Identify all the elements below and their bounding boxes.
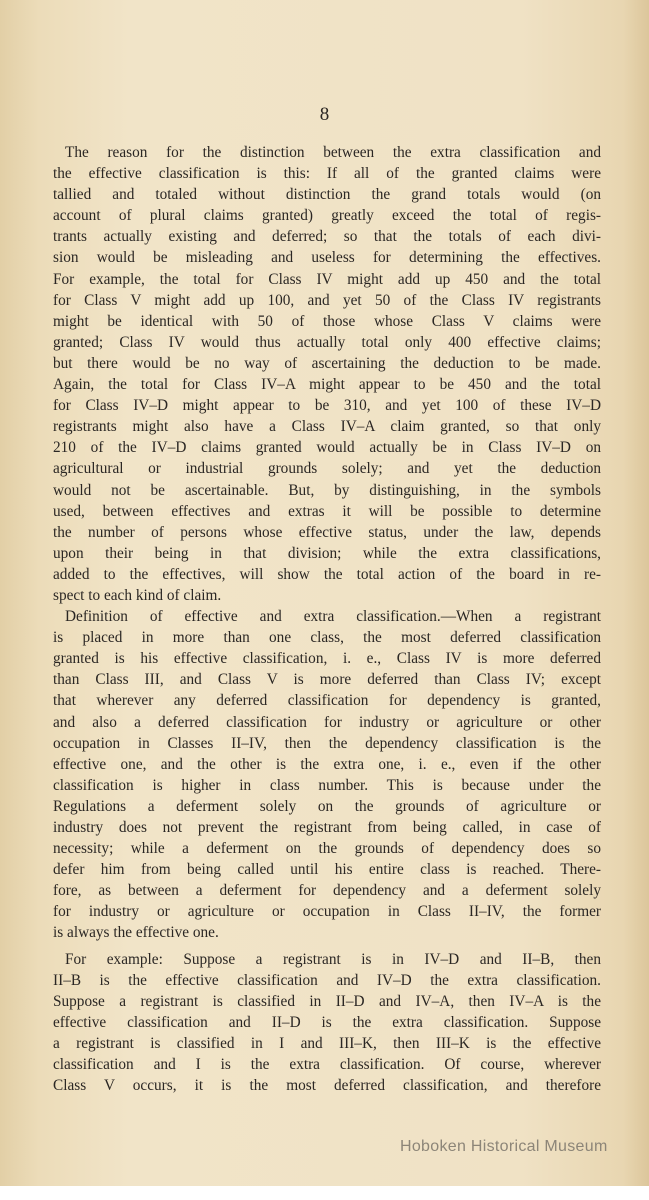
museum-watermark: Hoboken Historical Museum	[400, 1138, 608, 1155]
text-line: than Class III, and Class V is more deferred than Class IV; except	[53, 671, 601, 689]
text-line: II–B is the effective classification and IV–D the extra classification.	[53, 971, 601, 989]
text-line: granted; Class IV would thus actually total only 400 effective claims;	[53, 333, 601, 351]
text-line: Definition of effective and extra classification.—When a registrant	[65, 608, 601, 626]
text-line: classification and I is the extra classification. Of course, wherever	[53, 1056, 601, 1074]
text-line: fore, as between a deferment for dependency and a deferment solely	[53, 882, 601, 900]
text-line: necessity; while a deferment on the grounds of dependency does so	[53, 840, 601, 858]
paragraph-reason	[53, 142, 601, 606]
text-line: the effective classification is this: If all of the granted claims were	[53, 165, 601, 183]
text-line: The reason for the distinction between the extra classification and	[65, 144, 601, 161]
text-line: sion would be misleading and useless for determining the effectives.	[53, 249, 601, 267]
text-line: For example, the total for Class IV might add up 450 and the total	[53, 270, 601, 288]
text-line: classification is higher in class number. This is because under the	[53, 776, 601, 794]
text-line: effective classification and II–D is the extra classification. Suppose	[53, 1013, 601, 1031]
text-line: upon their being in that division; while the extra classifications,	[53, 544, 601, 562]
text-line: a registrant is classified in I and III–K, then III–K is the effective	[53, 1034, 601, 1052]
text-line: 210 of the IV–D claims granted would actually be in Class IV–D on	[53, 439, 601, 457]
text-line: effective one, and the other is the extra one, i. e., even if the other	[53, 755, 601, 773]
text-line: the number of persons whose effective status, under the law, depends	[53, 523, 601, 541]
text-line: trants actually existing and deferred; so that the totals of each divi-	[53, 228, 601, 246]
text-line: for industry or agriculture or occupation in Class II–IV, the former	[53, 903, 601, 921]
text-line: spect to each kind of claim.	[53, 586, 222, 604]
text-line: that wherever any deferred classification for dependency is granted,	[53, 692, 601, 710]
text-line: occupation in Classes II–IV, then the dependency classification is the	[53, 734, 601, 752]
text-line: tallied and totaled without distinction the grand totals would (on	[53, 186, 601, 204]
text-line: defer him from being called until his entire class is reached. There-	[53, 861, 601, 879]
text-line: industry does not prevent the registrant from being called, in case of	[53, 819, 601, 836]
paragraph-definition	[53, 606, 601, 944]
text-line: Suppose a registrant is classified in II–D and IV–A, then IV–A is the	[53, 992, 601, 1010]
text-line: but there would be no way of ascertaining the deduction to be made.	[53, 354, 601, 372]
text-line: might be identical with 50 of those whose Class V claims were	[53, 312, 601, 330]
text-line: added to the effectives, will show the total action of the board in re-	[53, 565, 601, 583]
paragraph-example	[53, 949, 601, 1097]
scan-border	[0, 1186, 649, 1200]
text-line: for Class V might add up 100, and yet 50 of the Class IV registrants	[53, 291, 601, 309]
text-line: and also a deferred classification for industry or agriculture or other	[53, 713, 601, 731]
text-line: Class V occurs, it is the most deferred classification, and therefore	[53, 1077, 601, 1095]
text-line: would not be ascertainable. But, by distinguishing, in the symbols	[53, 481, 601, 499]
text-line: is placed in more than one class, the most deferred classification	[53, 629, 601, 647]
text-line: for Class IV–D might appear to be 310, and yet 100 of these IV–D	[53, 397, 601, 415]
text-line: is always the effective one.	[53, 924, 219, 942]
text-line: registrants might also have a Class IV–A claim granted, so that only	[53, 418, 601, 436]
text-line: For example: Suppose a registrant is in IV–D and II–B, then	[65, 950, 601, 968]
text-line: granted is his effective classification, i. e., Class IV is more deferred	[53, 650, 601, 668]
text-line: agricultural or industrial grounds solely; and yet the deduction	[53, 460, 601, 478]
text-line: used, between effectives and extras it will be possible to determine	[53, 502, 601, 520]
text-line: Regulations a deferment solely on the grounds of agriculture or	[53, 797, 601, 815]
body-text	[53, 142, 601, 1096]
text-line: account of plural claims granted) greatly exceed the total of regis-	[53, 207, 601, 225]
page-number: 8	[319, 104, 330, 125]
text-line: Again, the total for Class IV–A might appear to be 450 and the total	[53, 376, 601, 394]
